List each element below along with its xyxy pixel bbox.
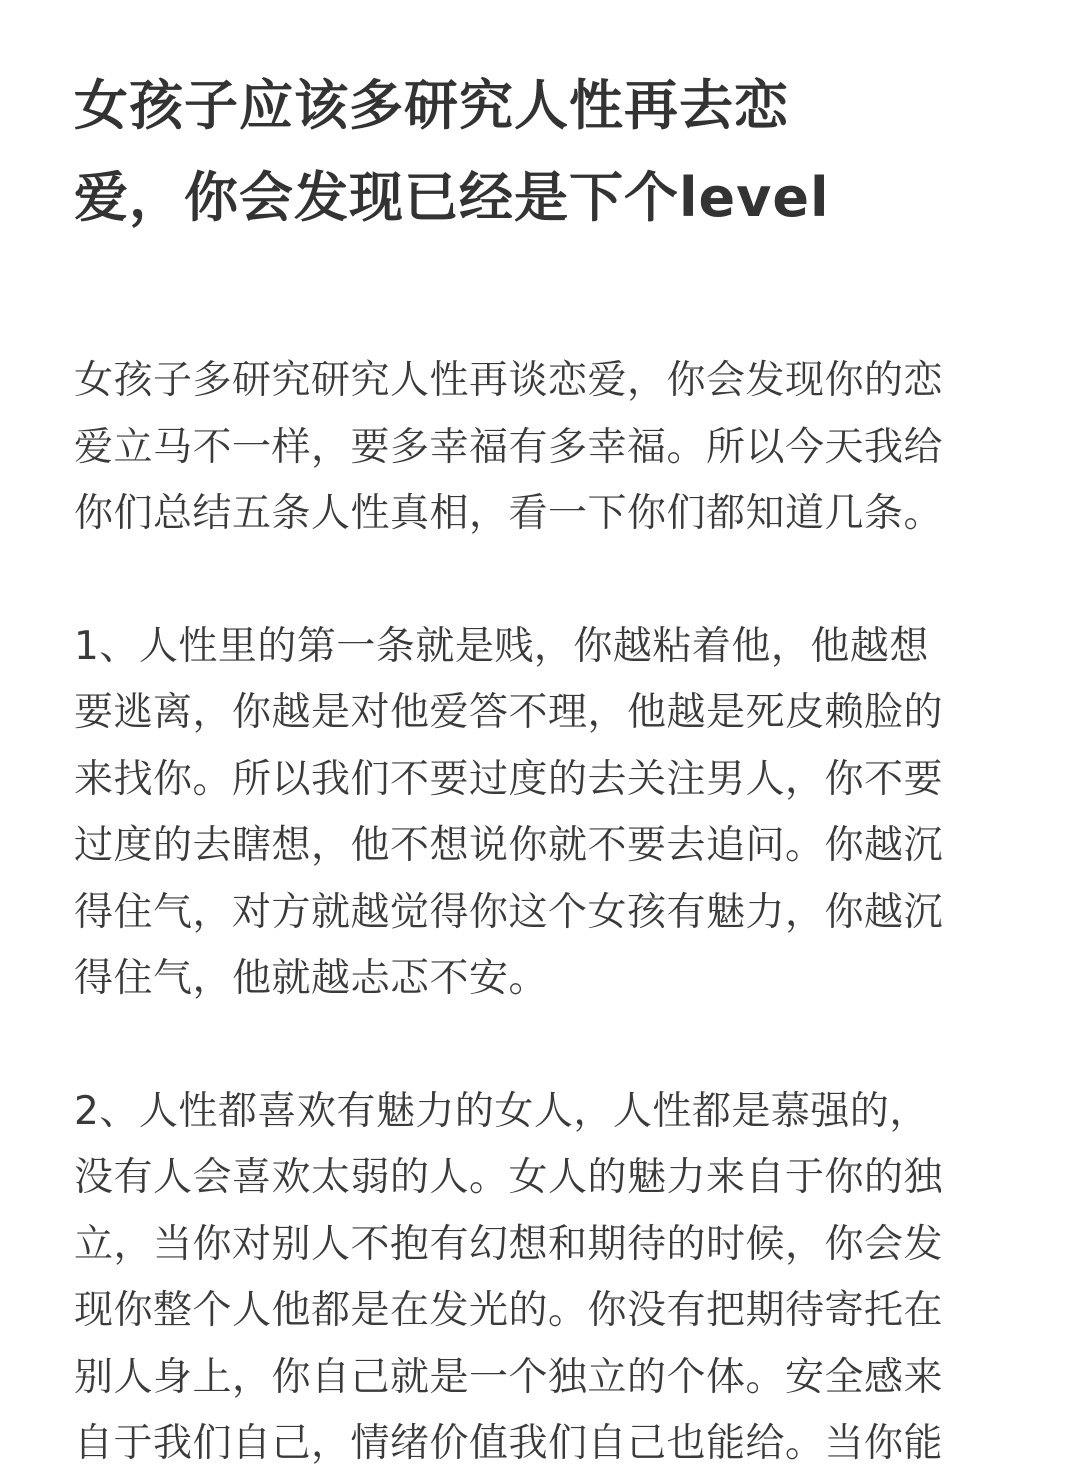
paragraph-line: 过度的去瞎想，他不想说你就不要去追问。你越沉 (74, 823, 944, 868)
paragraph-line: 来找你。所以我们不要过度的去关注男人，你不要 (74, 756, 944, 802)
paragraph-line: 2、人性都喜欢有魅力的女人，人性都是慕强的， (74, 1088, 929, 1134)
paragraph-line: 1、人性里的第一条就是贱，你越粘着他，他越想 (74, 623, 929, 669)
intro-paragraph (74, 348, 1010, 548)
article (74, 60, 1010, 1478)
paragraph-line: 自于我们自己，情绪价值我们自己也能给。当你能 (74, 1421, 944, 1466)
paragraph-line: 女孩子多研究研究人性再谈恋爱，你会发现你的恋 (74, 358, 944, 403)
title-line: 女孩子应该多研究人性再去恋 (74, 74, 789, 137)
point-1-paragraph (74, 614, 1010, 1013)
paragraph-line: 得住气，对方就越觉得你这个女孩有魅力，你越沉 (74, 889, 944, 935)
point-2-paragraph (74, 1079, 1010, 1478)
paragraph-line: 你们总结五条人性真相，看一下你们都知道几条。 (74, 491, 944, 536)
paragraph-line: 别人身上，你自己就是一个独立的个体。安全感来 (74, 1354, 944, 1400)
paragraph-line: 立，当你对别人不抱有幻想和期待的时候，你会发 (74, 1221, 944, 1267)
paragraph-line: 没有人会喜欢太弱的人。女人的魅力来自于你的独 (74, 1155, 944, 1200)
paragraph-line: 现你整个人他都是在发光的。你没有把期待寄托在 (74, 1288, 944, 1333)
title-line: 爱，你会发现已经是下个level (74, 166, 830, 229)
paragraph-line: 要逃离，你越是对他爱答不理，他越是死皮赖脸的 (74, 690, 944, 735)
paragraph-line: 得住气，他就越忐忑不安。 (74, 956, 549, 1001)
article-title (74, 60, 1010, 244)
paragraph-line: 爱立马不一样，要多幸福有多幸福。所以今天我给 (74, 424, 944, 470)
